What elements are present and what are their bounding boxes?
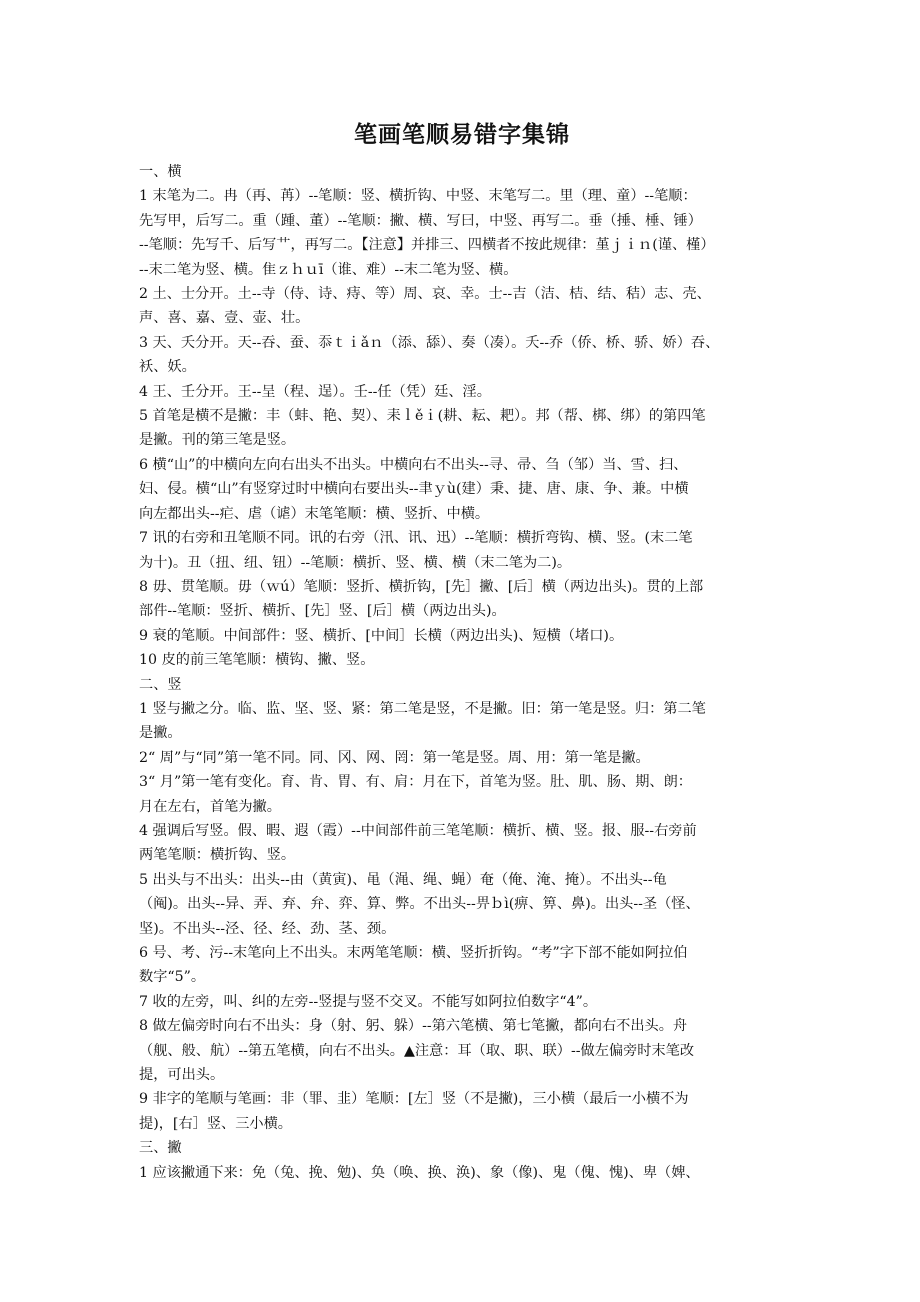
body-line: 9 非字的笔顺与笔画：非（罪、韭）笔顺：[左］竖（不是撇)，三小横（最后一小横不为 xyxy=(139,1091,689,1108)
body-line: 2“ 周”与“同”第一笔不同。同、冈、网、罔：第一笔是竖。周、用：第一笔是撇。 xyxy=(139,749,650,766)
body-line: 提)，[右］竖、三小横。 xyxy=(139,1115,292,1132)
body-line: 5 首笔是横不是撇：丰（蚌、艳、契）、耒ｌěｉ(耕、耘、耙）。邦（帮、梆、绑）的第四笔 xyxy=(139,408,706,425)
body-line: （舰、般、航）--第五笔横，向右不出头。▲注意：耳（取、职、联）--做左偏旁时末笔改 xyxy=(139,1042,695,1059)
body-line: 4 王、壬分开。王--呈（程、逞）。壬--任（凭）廷、淫。 xyxy=(139,383,491,400)
body-line: 1 应该撇通下来：免（兔、挽、勉)、奂（唤、换、涣)、象（像)、鬼（傀、愧)、卑（婢、 xyxy=(139,1164,700,1181)
body-line: 坚)。不出头--泾、径、经、劲、茎、颈。 xyxy=(139,920,396,937)
body-line: 6 横“山”的中横向左向右出头不出头。中横向右不出头--寻、帚、刍（邹）当、雪、扫、 xyxy=(139,456,688,473)
body-line: --笔顺：先写千、后写艹，再写二。【注意】并排三、四横者不按此规律：堇ｊｉｎ(谨、槿） xyxy=(139,237,715,254)
body-line: 3“ 月”第一笔有变化。育、肯、胃、有、肩：月在下，首笔为竖。肚、肌、肠、期、朗： xyxy=(139,774,692,791)
body-line: 声、喜、嘉、壹、壶、壮。 xyxy=(139,310,310,327)
body-line: 提，可出头。 xyxy=(139,1067,225,1084)
body-line: 妇、侵。横“山”有竖穿过时中横向右要出头--聿ｙù(建）秉、捷、唐、康、争、兼。中横 xyxy=(139,481,689,498)
body-line: 10 皮的前三笔笔顺：横钩、撇、竖。 xyxy=(139,652,375,669)
body-line: 是撇。刊的第三笔是竖。 xyxy=(139,432,296,449)
document-title: 笔画笔顺易错字集锦 xyxy=(354,122,570,148)
body-line: --末二笔为竖、横。隹ｚｈｕī（谁、难）--末二笔为竖、横。 xyxy=(139,261,518,278)
body-line: 月在左右，首笔为撇。 xyxy=(139,798,281,815)
body-line: 8 毋、贯笔顺。毋（ｗú）笔顺：竖折、横折钩，[先］撇、[后］横（两边出头)。贯的上部 xyxy=(139,578,704,595)
body-line: 部件--笔顺：竖折、横折、[先］竖、[后］横（两边出头)。 xyxy=(139,603,506,620)
body-line: 1 竖与撇之分。临、监、坚、竖、紧：第二笔是竖，不是撇。旧：第一笔是竖。归：第二笔 xyxy=(139,700,706,717)
body-line: 向左都出头--疟、虐（谑）末笔笔顺：横、竖折、中横。 xyxy=(139,505,490,522)
body-line: 5 出头与不出头：出头--由（黄寅)、黾（渑、绳、蝇）奄（俺、淹、掩）。不出头--龟 xyxy=(139,871,667,888)
body-line: 2 土、士分开。土--寺（侍、诗、痔、等）周、哀、幸。士--吉（洁、桔、结、秸）志、壳、 xyxy=(139,286,711,303)
body-line: 1 末笔为二。冉（再、苒）--笔顺：竖、横折钩、中竖、末笔写二。里（理、童）--笔顺： xyxy=(139,188,697,205)
body-line: 为十)。丑（扭、纽、钮）--笔顺：横折、竖、横、横（末二笔为二)。 xyxy=(139,554,572,571)
body-line: 袄、妖。 xyxy=(139,359,196,376)
body-line: 数字“5”。 xyxy=(139,969,206,986)
body-line: 两笔笔顺：横折钩、竖。 xyxy=(139,847,296,864)
body-line: 3 天、夭分开。天--吞、蚕、忝ｔｉǎｎ（添、舔）、奏（凑）。夭--乔（侨、桥、骄、娇）吞、 xyxy=(139,334,720,351)
body-line: （阄)。出头--异、弄、弃、弁、弈、算、弊。不出头--畀ｂì(痹、箅、鼻)。出头--圣（怪、 xyxy=(139,896,700,913)
body-line: 7 讯的右旁和丑笔顺不同。讯的右旁（汛、讯、迅）--笔顺：横折弯钩、横、竖。(末二笔 xyxy=(139,530,693,547)
section-heading-shu: 二、竖 xyxy=(139,676,182,693)
section-heading-heng: 一、横 xyxy=(139,164,182,180)
body-line: 4 强调后写竖。假、暇、遐（霞）--中间部件前三笔笔顺：横折、横、竖。报、服--右旁前 xyxy=(139,822,697,839)
body-line: 先写甲，后写二。重（踵、董）--笔顺：撇、横、写曰，中竖、再写二。垂（捶、棰、锤） xyxy=(139,212,702,229)
body-line: 8 做左偏旁时向右不出头：身（射、躬、躲）--第六笔横、第七笔撇，都向右不出头。舟 xyxy=(139,1018,688,1035)
body-line: 7 收的左旁，叫、纠的左旁--竖提与竖不交叉。不能写如阿拉伯数字“4”。 xyxy=(139,993,598,1010)
body-line: 6 号、考、污--末笔向上不出头。末两笔笔顺：横、竖折折钩。“考”字下部不能如阿拉伯 xyxy=(139,945,688,961)
section-heading-pie: 三、撇 xyxy=(139,1140,182,1157)
body-line: 是撇。 xyxy=(139,725,182,742)
body-line: 9 衰的笔顺。中间部件：竖、横折、[中间］长横（两边出头)、短横（堵口)。 xyxy=(139,627,624,644)
document-page xyxy=(139,118,785,1185)
document-body xyxy=(139,160,785,1185)
